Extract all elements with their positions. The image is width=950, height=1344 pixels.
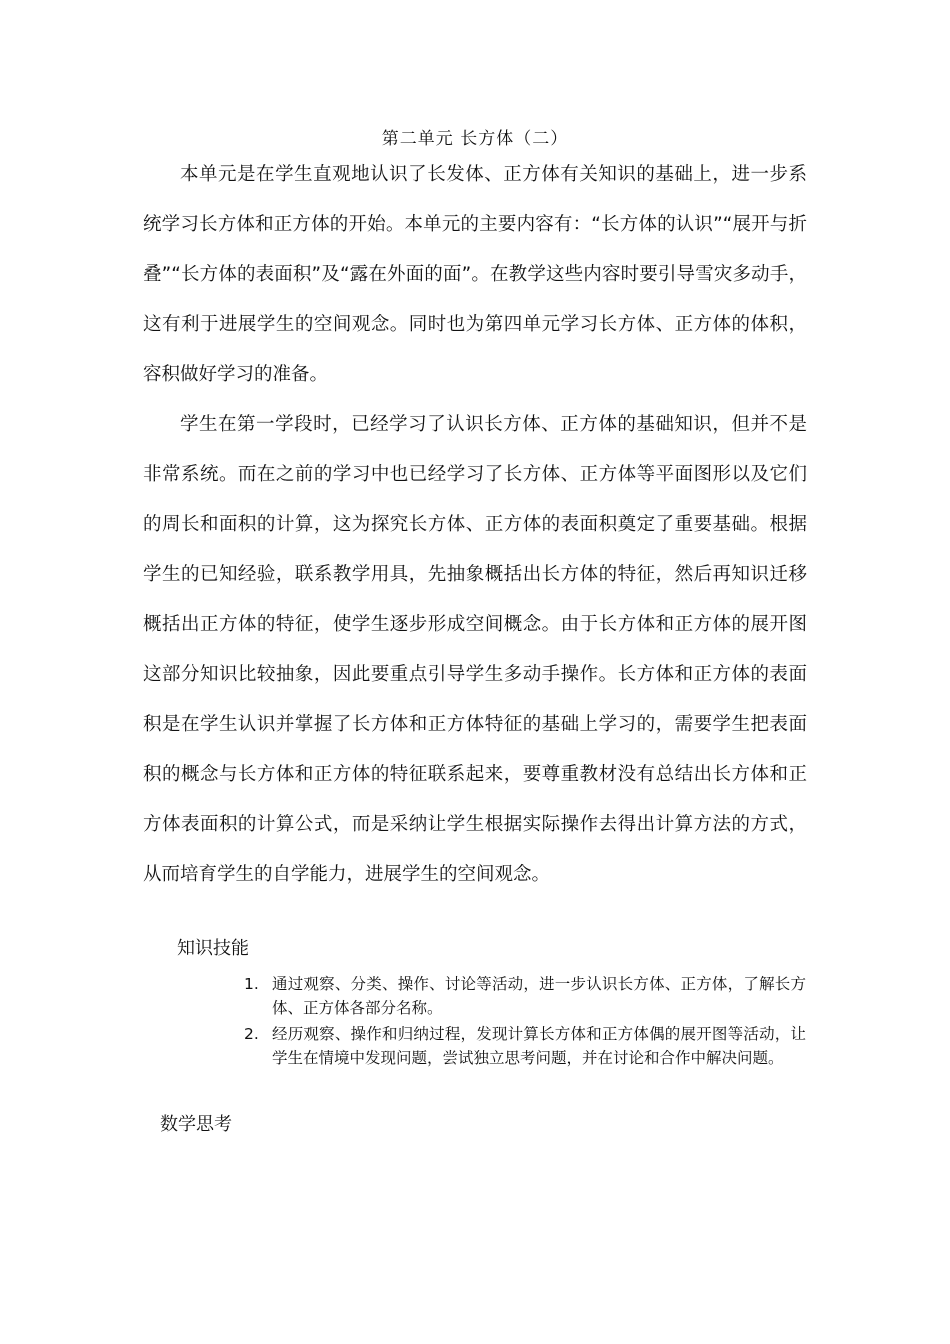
list-item [244,1022,806,1070]
list-item-number: 2. [244,1025,259,1043]
section-heading-math-thinking: 数学思考 [160,1114,232,1135]
paragraph-analysis: 学生在第一学段时，已经学习了认识长方体、正方体的基础知识，但并不是非常系统。而在之前的学习中也已经学习了长方体、正方体等平面图形以及它们的周长和面积的计算，这为探究长方体、正方体的表面积奠定了重要基础。根据学生的已知经验，联系教学用具，先抽象概括出长方体的特征，然后再知识迁移概括出正方体的特征，使学生逐步形成空间概念。由于长方体和正方体的展开图这部分知识比较抽象，因此要重点引导学生多动手操作。长方体和正方体的表面积是在学生认识并掌握了长方体和正方体特征的基础上学习的，需要学生把表面积的概念与长方体和正方体的特征联系起来，要尊重教材没有总结出长方体和正方体表面积的计算公式，而是采纳让学生根据实际操作去得出计算方法的方式，从而培育学生的自学能力，进展学生的空间观念。 [143,414,807,885]
list-item [244,972,806,1020]
knowledge-skills-list [244,972,806,1072]
section-heading-knowledge-skills: 知识技能 [177,938,249,959]
list-item-text: 经历观察、操作和归纳过程，发现计算长方体和正方体偶的展开图等活动，让学生在情境中发现问题，尝试独立思考问题，并在讨论和合作中解决问题。 [272,1025,806,1067]
list-item-number: 1. [244,975,259,993]
page-title: 第二单元 长方体（二） [381,129,569,149]
list-item-text: 通过观察、分类、操作、讨论等活动，进一步认识长方体、正方体，了解长方体、正方体各部分名称。 [272,975,806,1017]
paragraph-intro: 本单元是在学生直观地认识了长发体、正方体有关知识的基础上，进一步系统学习长方体和正方体的开始。本单元的主要内容有：“长方体的认识”“展开与折叠”“长方体的表面积”及“露在外面的面”。在教学这些内容时要引导雪灾多动手，这有利于进展学生的空间观念。同时也为第四单元学习长方体、正方体的体积，容积做好学习的准备。 [143,164,807,385]
